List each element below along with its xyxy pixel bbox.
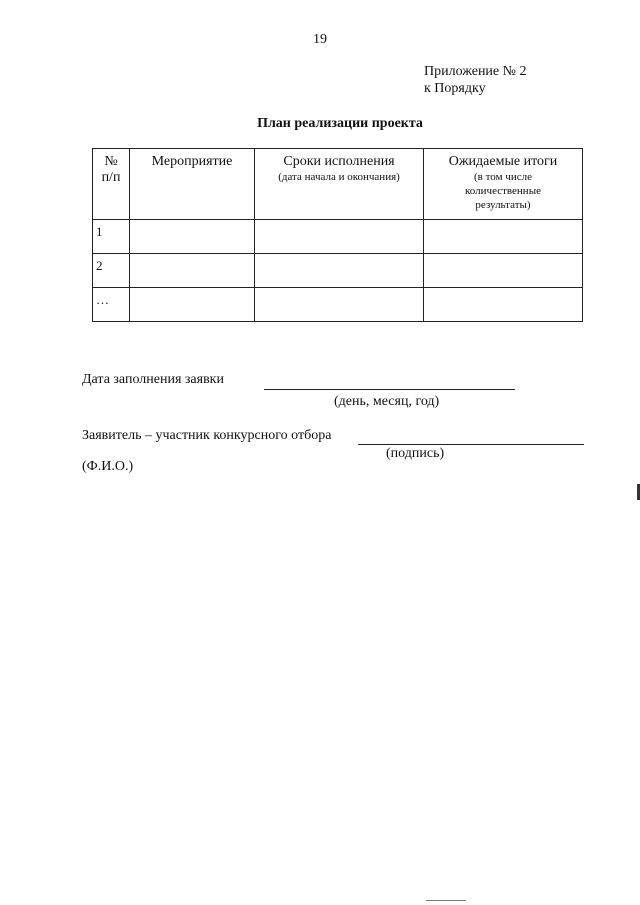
signature-hint: (подпись) xyxy=(386,446,445,461)
date-fill-line[interactable] xyxy=(264,389,515,390)
appendix-line-2: к Порядку xyxy=(424,81,486,96)
table-cell-number: 1 xyxy=(93,220,130,254)
table-cell-number: 2 xyxy=(93,254,130,288)
header-deadlines xyxy=(255,149,424,220)
table-cell-activity xyxy=(130,288,255,322)
header-number-label: № п/п xyxy=(101,154,121,185)
header-deadlines-note: (дата начала и окончания) xyxy=(278,171,400,183)
table-cell-results xyxy=(424,288,583,322)
header-deadlines-label: Сроки исполнения xyxy=(283,154,395,169)
table-cell-deadlines xyxy=(255,220,424,254)
table-header-row xyxy=(93,149,583,220)
table-cell-activity xyxy=(130,220,255,254)
table-row xyxy=(93,288,583,322)
date-fill-label: Дата заполнения заявки xyxy=(82,372,224,387)
full-name-hint: (Ф.И.О.) xyxy=(82,459,134,474)
header-expected-results-label: Ожидаемые итоги xyxy=(448,154,558,169)
header-activity xyxy=(130,149,255,220)
table-cell-results xyxy=(424,254,583,288)
header-expected-results-note: (в том числе количественные результаты) xyxy=(465,171,541,211)
project-plan-table xyxy=(92,148,583,322)
table-row xyxy=(93,220,583,254)
appendix-reference xyxy=(424,63,527,97)
document-title: План реализации проекта xyxy=(257,116,423,131)
applicant-fill-label: Заявитель – участник конкурсного отбора xyxy=(82,428,332,443)
appendix-line-1: Приложение № 2 xyxy=(424,64,527,79)
table-cell-number: … xyxy=(93,288,130,322)
header-expected-results xyxy=(424,149,583,220)
page-number: 19 xyxy=(313,32,327,47)
scan-footer-mark xyxy=(426,900,466,901)
header-activity-label: Мероприятие xyxy=(151,154,233,169)
date-fill-hint: (день, месяц, год) xyxy=(334,394,440,409)
table-cell-results xyxy=(424,220,583,254)
table-cell-deadlines xyxy=(255,288,424,322)
table-cell-activity xyxy=(130,254,255,288)
signature-line[interactable] xyxy=(358,444,584,445)
table-cell-deadlines xyxy=(255,254,424,288)
header-number xyxy=(93,149,130,220)
table-row xyxy=(93,254,583,288)
